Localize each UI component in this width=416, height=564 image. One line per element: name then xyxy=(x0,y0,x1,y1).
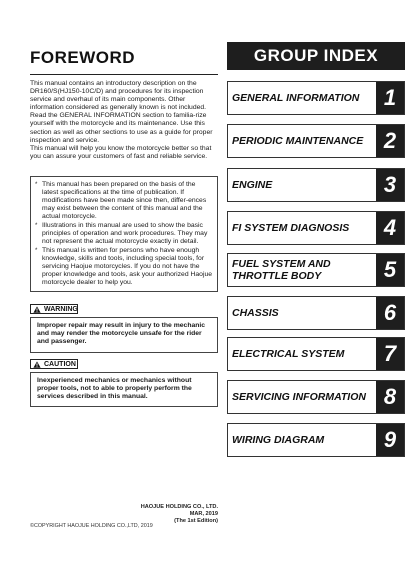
caution-box xyxy=(30,372,218,407)
note-bullet: * xyxy=(35,247,38,254)
group-index-item[interactable] xyxy=(227,337,405,371)
group-index-label: FI SYSTEM DIAGNOSIS xyxy=(232,222,350,234)
copyright-notice: ©COPYRIGHT HAOJUE HOLDING CO.,LTD, 2019 xyxy=(30,523,153,529)
note-bullet: * xyxy=(35,182,38,188)
intro-paragraph: This manual contains an introductory description on the DR160/S(HJ150-10C/D) and procedures for its inspection service and overhaul of its main components. Other information considered as generally known is not included. xyxy=(30,80,207,112)
group-index-item[interactable] xyxy=(227,296,405,330)
group-index-item[interactable] xyxy=(227,253,405,287)
group-index-title: GROUP INDEX xyxy=(227,42,405,70)
group-index-number: 2 xyxy=(376,125,404,157)
publisher-date: MAR, 2019 xyxy=(189,511,218,517)
group-index-number: 7 xyxy=(376,338,404,370)
warning-text: Improper repair may result in injury to the mechanic and may render the motorcycle unsafe for the rider and passenger. xyxy=(37,322,206,346)
publisher-edition: (The 1st Edition) xyxy=(174,518,218,524)
group-index-item[interactable] xyxy=(227,211,405,245)
caution-text: Inexperienced mechanics or mechanics without proper tools, not to able to properly perform the services described in this manual. xyxy=(37,377,192,401)
notes-box xyxy=(30,176,218,292)
foreword-title: FOREWORD xyxy=(30,48,218,75)
caution-icon xyxy=(33,361,41,368)
foreword-intro xyxy=(30,80,220,161)
warning-box xyxy=(30,317,218,353)
group-index-number: 6 xyxy=(376,297,404,329)
group-index-label: CHASSIS xyxy=(232,307,279,319)
group-index-number: 4 xyxy=(376,212,404,244)
group-index-number: 5 xyxy=(376,254,404,286)
group-index-label: PERIODIC MAINTENANCE xyxy=(232,135,364,147)
group-index-item[interactable] xyxy=(227,168,405,202)
group-index-label: FUEL SYSTEM AND THROTTLE BODY xyxy=(232,258,331,282)
group-index-label: ELECTRICAL SYSTEM xyxy=(232,348,345,360)
note-text: This manual has been prepared on the basis of the latest specifications at the time of publication. If modifications have been made since then, differ-ences may exist between the content of this manual and the actual motorcycle. xyxy=(42,181,207,221)
warning-label-text: WARNING xyxy=(44,305,78,313)
publisher-company: HAOJUE HOLDING CO., LTD. xyxy=(140,504,218,510)
group-index-number: 3 xyxy=(376,169,404,201)
note-text: This manual is written for persons who have enough knowledge, skills and tools, including special tools, for servicing Haojue motorcycles. If you do not have the proper knowledge and tools, ask your authorized Haojue motorcycle dealer to help you. xyxy=(42,246,213,287)
group-index-label: GENERAL INFORMATION xyxy=(232,92,360,104)
intro-paragraph: Read the GENERAL INFORMATION section to familia-rize yourself with the motorcycle and its maintenance. Use this section as well as other sections to use as a guide for proper inspection and service. xyxy=(30,112,213,144)
caution-label-text: CAUTION xyxy=(44,360,76,368)
intro-paragraph: This manual will help you know the motorcycle better so that you can assure your customers of fast and reliable service. xyxy=(30,144,212,160)
note-item xyxy=(35,222,213,246)
group-index-number: 8 xyxy=(376,381,404,413)
group-index-label: WIRING DIAGRAM xyxy=(232,434,325,446)
group-index-label: SERVICING INFORMATION xyxy=(232,391,366,403)
warning-icon xyxy=(33,306,41,313)
group-index-label: ENGINE xyxy=(232,179,273,191)
group-index-item[interactable] xyxy=(227,124,405,158)
group-index-item[interactable] xyxy=(227,380,405,414)
publisher-block xyxy=(100,504,218,525)
note-text: Illustrations in this manual are used to show the basic principles of operation and work procedures. They may not represent the actual motorcycle exactly in detail. xyxy=(42,221,208,246)
group-index-item[interactable] xyxy=(227,81,405,115)
group-index-number: 1 xyxy=(376,82,404,114)
note-bullet: * xyxy=(35,222,38,229)
group-index-number: 9 xyxy=(376,424,404,456)
group-index-item[interactable] xyxy=(227,423,405,457)
caution-label xyxy=(30,359,78,369)
warning-label xyxy=(30,304,78,314)
note-item xyxy=(35,247,213,287)
note-item xyxy=(35,181,213,221)
